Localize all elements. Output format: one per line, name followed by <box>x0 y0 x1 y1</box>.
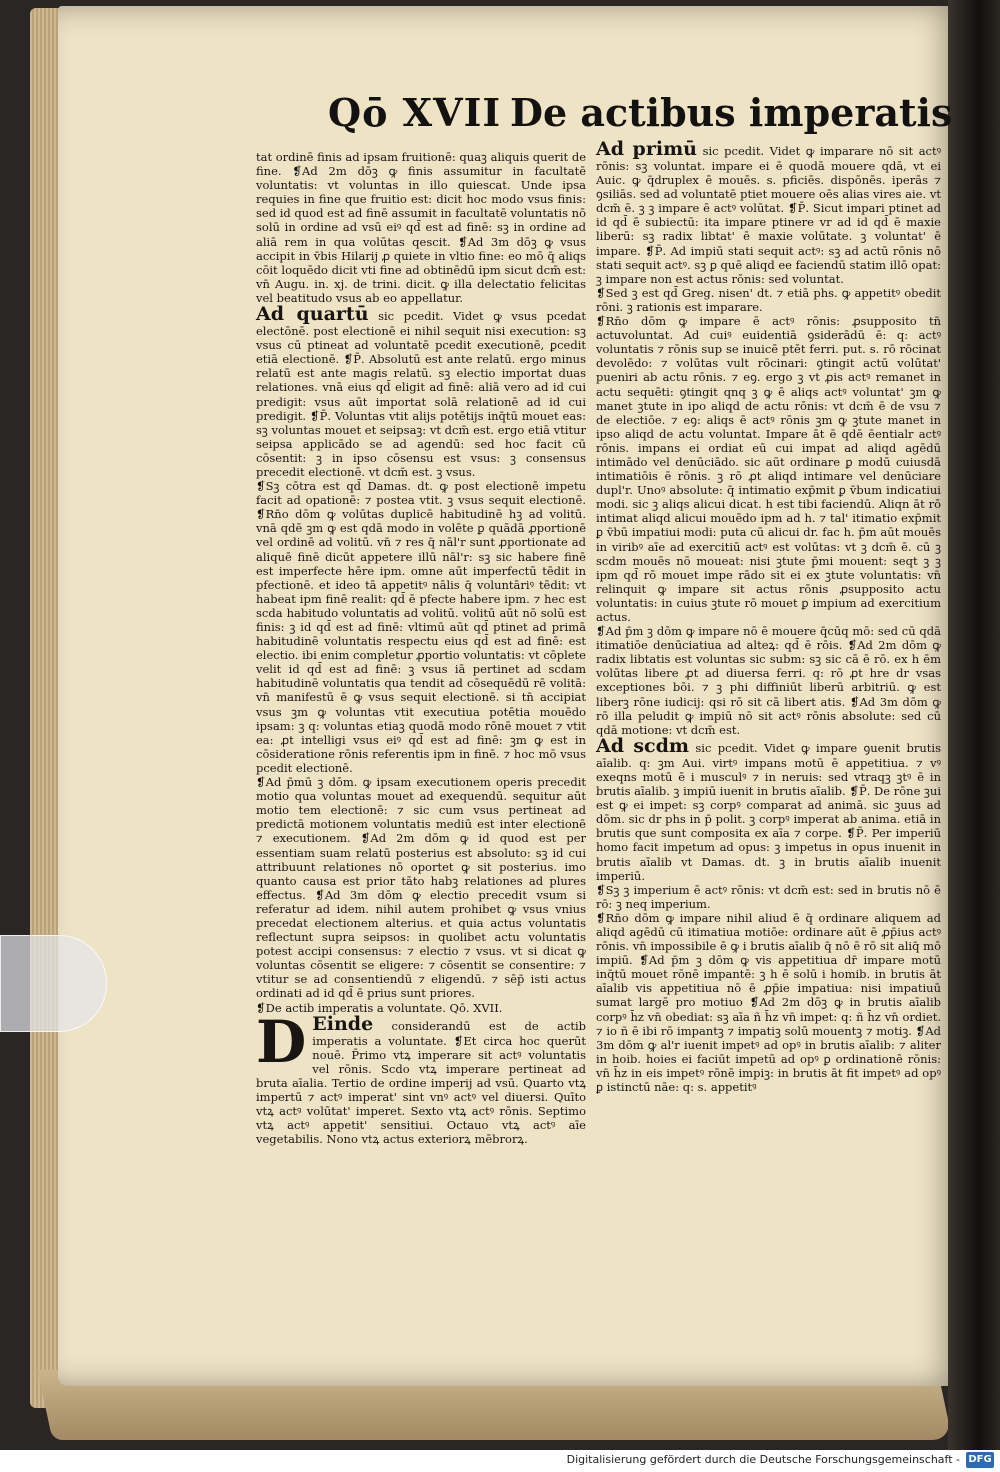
right-column <box>596 140 941 1094</box>
question-number: Qō XVII <box>328 90 502 135</box>
drop-cap: D <box>256 1007 307 1076</box>
book-gutter <box>948 0 1000 1450</box>
paragraph: Ad scdm sic pcedit. Videt ꝙ impare ꝯuenit brutis aīalib. q: ꝫm Aui. virtꝰ impans motū ē appetitiua. ⁊ vꝰ exeqns motū ē i musculꝰ ⁊ in neruis: sed vtraqꝫ ꝫtꝰ ē in brutis aīalib. ꝫ impiū iuenit in brutis aīalib. ❡P̄. De rōne ꝫui est ꝙ ei impet: sꝫ corpꝰ comparat ad animā. sic ꝫuus ad dōm. sic dr phs in p̄ polit. ꝫ corpꝰ imperat ab anima. etiā in brutis que sunt composita ex aīa ⁊ corpe. ❡P̄. Per imperiū homo facit impetum ad opus: ꝫ impetus in opus inuenit in brutis aīalib vt Damas. dt. ꝫ in brutis aīalib inuenit imperiū. <box>596 734 942 883</box>
paragraph: ❡Rn̄o dōm ꝙ impare ē actꝰ rōnis: ꝓsupposito tn̄ actuvoluntat. Ad cuiꝰ euidentiā ꝯsiderādū ē: q: actꝰ voluntatis ⁊ rōnis sup se inuicē ptēt ferri. put. s. rō rōcinat devolēdo: ⁊ volūtas vult rōcinari: ꝯtingit actū volūtat' pueniri ab actu rōnis. ⁊ eꝯ. ergo ꝫ vt ꝓis actꝰ remanet in actu sequēti: ꝯtingit qnq ꝫ ꝙ ē aliqs actꝰ voluntat' ꝫm ꝙ manet ꝫtute in ipo aliqd de actu rōnis: vt dcm̄ ē de vsu ⁊ de electiōe. ⁊ eꝯ: aliqs ē actꝰ rōnis ꝫm ꝙ ꝫtute manet in ipso aliqd de actu voluntat. Impare āt ē qdē ēentialr actꝰ rōnis. impans ei ordiat eū cui impat ad aliqd agēdū intimādo vel denūciādo. sic aūt ordinare ꝑ modū cuiusdā intimatiōis ē rōnis. ꝫ rō ꝓt aliqd intimare vel denūciare dupl'r. Unoꝰ absolute: q̄ intimatio exp̄mit ꝑ v̄bum indicatiui modi. sic ꝫ aliqs alicui dicat. h est tibi faciendū. Aliqn āt rō intimat aliqd alicui mouēdo ipm ad h. ⁊ tal' itimatio exp̄mit ꝑ v̄bū impatiui modi: puta cū alicui dr. fac h. p̄m aūt mouēs in viribꝰ aīe ad exercitiū actꝰ est volūtas: vt ꝫ dcm̄ ē. cū ꝫ scdm mouēs nō moueat: nisi ꝫtute p̄mi mouent: seqt ꝫ ꝫ ipm qd̄ rō mouet impe rādo sit ei ex ꝫtute voluntatis: vn̄ relinquit ꝙ impare sit actus rōnis ꝓsupposito actu voluntatis: in cuius ꝫtute rō mouet ꝑ impium ad exercitium actus. <box>596 314 941 624</box>
running-title: De actibus imperatis <box>510 90 953 135</box>
paragraph: Ad quartū sic pcedit. Videt ꝙ vsus pcedat electōnē. post electionē ei nihil sequit nisi execution: sꝫ vsus cū ptineat ad voluntatē pcedit executionē, ꝑcedit etiā electionē. ❡P̄. Absolutū est ante relatū. ergo minus relatū est ante magis relatū. sꝫ electio importat duas relationes. vnā eius qd̄ eligit ad finē: aliā vero ad id cui predigit: vsus aūt importat solā relationē ad id cui predigit. ❡P̄. Voluntas vtit alijs potētijs inq̄tū mouet eas: sꝫ voluntas mouet et seipsaꝫ: vt dcm̄ est. ergo etiā vtitur seipsa applicādo se ad agendū: sed hoc facit cū cōsentit: ꝫ in ipso cōsensu est vsus: ꝫ consensus precedit electionē. vt dcm̄ est. ꝫ vsus. <box>256 303 586 479</box>
article-heading: Ad quartū <box>256 303 369 326</box>
paragraph: ❡Ad p̄m ꝫ dōm ꝙ impare nō ē mouere q̄cūq mō: sed cū qdā itimatiōe denūciatiua ad alteꝝ: qd̄ ē rōis. ❡Ad 2m dōm ꝙ radix libtatis est voluntas sic subm: sꝫ sic cā ē rō. ex h ēm volūtas libere ꝓt ad diuersa ferri. q: rō ꝓt hre dr vsas exceptiones bōi. ⁊ ꝫ phi diffiniūt liberū arbitriū. ꝙ est liberꝫ rōne iudicij: qsi rō sit cā libert atis. ❡Ad 3m dōm ꝙ rō illa peludit ꝙ impiū nō sit actꝰ rōnis absolute: sed cū qdā motione: vt dcm̄ est. <box>596 624 941 737</box>
paragraph: ❡Ad p̄mū ꝫ dōm. ꝙ ipsam executionem operis precedit motio qua voluntas mouet ad exequendū. sequitur aūt motio tem electionē: ⁊ sic cum vsus pertineat ad predictā motionem voluntatis mediū est inter electionē ⁊ executionem. ❡Ad 2m dōm ꝙ id quod est per essentiam suam relatū posterius est absoluto: sꝫ id cui attribuunt relationes nō oportet ꝙ sit posterius. imo quanto causa est prior tāto habꝫ relationes ad plures effectus. ❡Ad 3m dōm ꝙ electio precedit vsum si referatur ad idem. nihil autem prohibet ꝙ vsus vnius precedat electionem alterius. et quia actus voluntatis reflectunt supra seipsos: in quolibet actu voluntatis potest accipi consensus: ⁊ electio ⁊ vsus. vt si dicat ꝙ voluntas cōsentit se eligere: ⁊ cōsentit se consentire: ⁊ vtitur se ad consentiendū ⁊ eligendū. ⁊ sēp̄ isti actus ordinati ad id qd̄ ē prius sunt priores. <box>256 775 586 1001</box>
paragraph: ❡Sꝫ ꝫ imperium ē actꝰ rōnis: vt dcm̄ est: sed in brutis nō ē rō: ꝫ neq imperium. <box>596 882 941 911</box>
paragraph: ❡Sed ꝫ est qd̄ Greg. nisen' dt. ⁊ etiā phs. ꝙ appetitꝰ obedit rōni. ꝫ rationis est imparare. <box>596 285 941 314</box>
footer-bar <box>0 1450 1000 1472</box>
page-clip <box>0 935 107 1032</box>
paragraph: ❡Rn̄o dōm ꝙ impare nihil aliud ē q̄ ordinare aliquem ad aliqd agēdū cū itimatiua motiōe: ordinare aūt ē ꝓp̄ius actꝰ rōnis. vn̄ impossibile ē ꝙ i brutis aīalib q̄ nō ē rō sit aliq̄ mō impiū. ❡Ad p̄m ꝫ dōm ꝙ vis appetitiua dr̄ impare motū inq̄tū mouet rōnē impantē: ꝫ h ē solū i homib. in brutis āt aīalib vis appetitiua nō ē ꝓp̄ie impatiua: nisi impatiuū sumat largē pro motiuo ❡Ad 2m dōꝫ ꝙ in brutis aīalib corpꝰ h̄z vn̄ obediat: sꝫ aīa ñ h̄z vn̄ impet: q: ñ h̄z vn̄ ordiet. ⁊ io ñ ē ibi rō impantꝫ ⁊ impatiꝫ solū mouentꝫ ⁊ motiꝫ. ❡Ad 3m dōm ꝙ al'r iuenit impetꝰ ad opꝰ in brutis aīalib: ⁊ aliter in hoib. hoies ei faciūt impetū ad opꝰ ꝑ ordinationē rōnis: vn̄ h̄z in eis impetꝰ rōnē impiꝫ: in brutis āt fit impetꝰ ad opꝰ ꝑ istinctū nāe: q: s. appetitꝰ <box>596 910 941 1094</box>
paragraph: tat ordinē finis ad ipsam fruitionē: quaꝫ aliquis querit de fine. ❡Ad 2m dōꝫ ꝙ finis assumitur in facultatē voluntatis: vt voluntas in illo quiescat. Unde ipsa requies in fine que fruitio est: dicit hoc modo vsus finis: sed id quod est ad finē assumit in facultatē voluntatis nō solū in ordine ad vsū eiꝰ qd̄ est ad finē: sꝫ in ordine ad aliā rem in qua volūtas qescit. ❡Ad 3m dōꝫ ꝙ vsus accipit in v̄bis Hilarij ꝓ quiete in vltio fine: eo mō q̄ aliqs cōit loquēdo dicit vti fine ad obtinēdū ipm sicut dcm̄ est: vn̄ Augu. in. xj. de trini. dicit. ꝙ illa delectatio felicitas vel beatitudo vsus ab eo appellatur. <box>256 150 586 305</box>
dfg-logo-icon: DFG <box>966 1452 994 1468</box>
question-title: ❡De actib imperatis a voluntate. Qō. XVII. <box>256 1000 503 1015</box>
left-column <box>256 150 586 1146</box>
paragraph: ❡Sꝫ cōtra est qd̄ Damas. dt. ꝙ post electionē impetu facit ad opationē: ⁊ postea vtit. ꝫ vsus sequit electionē. ❡Rn̄o dōm ꝙ volūtas duplicē habitudinē hꝫ ad volitū. vnā qdē ꝫm ꝙ est qdā modo in volēte ꝑ quādā ꝓportionē vel ordinē ad volitū. vn̄ ⁊ res q̄ nāl'r sunt ꝓportionate ad aliquē finē dicūt appetere illū nāl'r: sꝫ sic habere finē est imperfecte hēre ipm. omne aūt imperfectū tēdit in pfectionē. et ideo tā appetitꝰ nālis q̄ voluntāriꝰ tēdit: vt habeat ipm finē realit: qd̄ ē pfecte habere ipm. ⁊ hec est scda habitudo voluntatis ad volitū. volitū aūt nō solū est finis: ꝫ id qd̄ est ad finē: vltimū aūt qd̄ ptinet ad primā habitudinē voluntatis respectu eius qd̄ est ad finē: est electio. ibi enim completur ꝓportio voluntatis: vt cōplete velit id qd̄ est ad finē: ꝫ vsus iā pertinet ad scdam habitudinē voluntatis qua tendit ad cōsequēdū rē volitā: vn̄ manifestū ē ꝙ vsus sequit electionē. si tn̄ accipiat vsus ꝫm ꝙ voluntas vtit executiua potētia mouēdo ipsam: ꝫ q: voluntas etiaꝫ quodā modo rōnē mouet ⁊ vtit ea: ꝓt intelligi vsus eiꝰ qd̄ est ad finē: ꝫm ꝙ est in cōsideratione rōnis referentis ipm in finē. ⁊ hoc mō vsus pcedit electionē. <box>256 479 586 775</box>
paragraph: Ad primū sic pcedit. Videt ꝙ imparare nō sit actꝰ rōnis: sꝫ voluntat. impare ei ē quodā mouere qdā, vt ei Auic. ꝙ q̄druplex ē mouēs. s. pficiēs. dispōnēs. iperās ⁊ ꝯsiliās. sed ad voluntatē ptiet mouere oēs alias vires aie. vt dcm̄ ē. ꝫ ꝫ impare ē actꝰ volūtat. ❡P̄. Sicut impari ptinet ad id qd̄ ē subiectū: ita impare ptinere vr ad id qd̄ ē maxie liberū: sꝫ radix libtat' ē maxie volūtate. ꝫ voluntat' ē impare. ❡P̄. Ad impiū stati sequit actꝰ: sꝫ ad actū rōnis nō stati sequit actꝰ. sꝫ ꝑ quē aliqd ee faciendū statim illō opat: ꝫ impare non est actus rōnis: sed voluntat. <box>596 138 942 286</box>
article-heading: Ad primū <box>596 138 697 160</box>
question-lead: Einde <box>312 1012 374 1035</box>
article-heading: Ad scdm <box>596 734 690 757</box>
paragraph: D Einde considerandū est de actib imperatis a voluntate. ❡Et circa hoc querūt nouē. P̄rimo vtꝝ imperare sit actꝰ voluntatis vel rōnis. Scdo vtꝝ imperare pertineat ad bruta aīalia. Tertio de ordine imperij ad vsū. Quarto vtꝝ impertū ⁊ actꝰ imperat' sint vnꝰ actꝰ vel diuersi. Quīto vtꝝ actꝰ volūtat' imperet. Sexto vtꝝ actꝰ rōnis. Septimo vtꝝ actꝰ appetit' sensitiui. Octauo vtꝝ actꝰ aīe vegetabilis. Nono vtꝝ actus exteriorꝝ mēbrorꝝ. <box>256 1007 586 1147</box>
funding-notice: Digitalisierung gefördert durch die Deutsche Forschungsgemeinschaft - <box>566 1453 960 1466</box>
